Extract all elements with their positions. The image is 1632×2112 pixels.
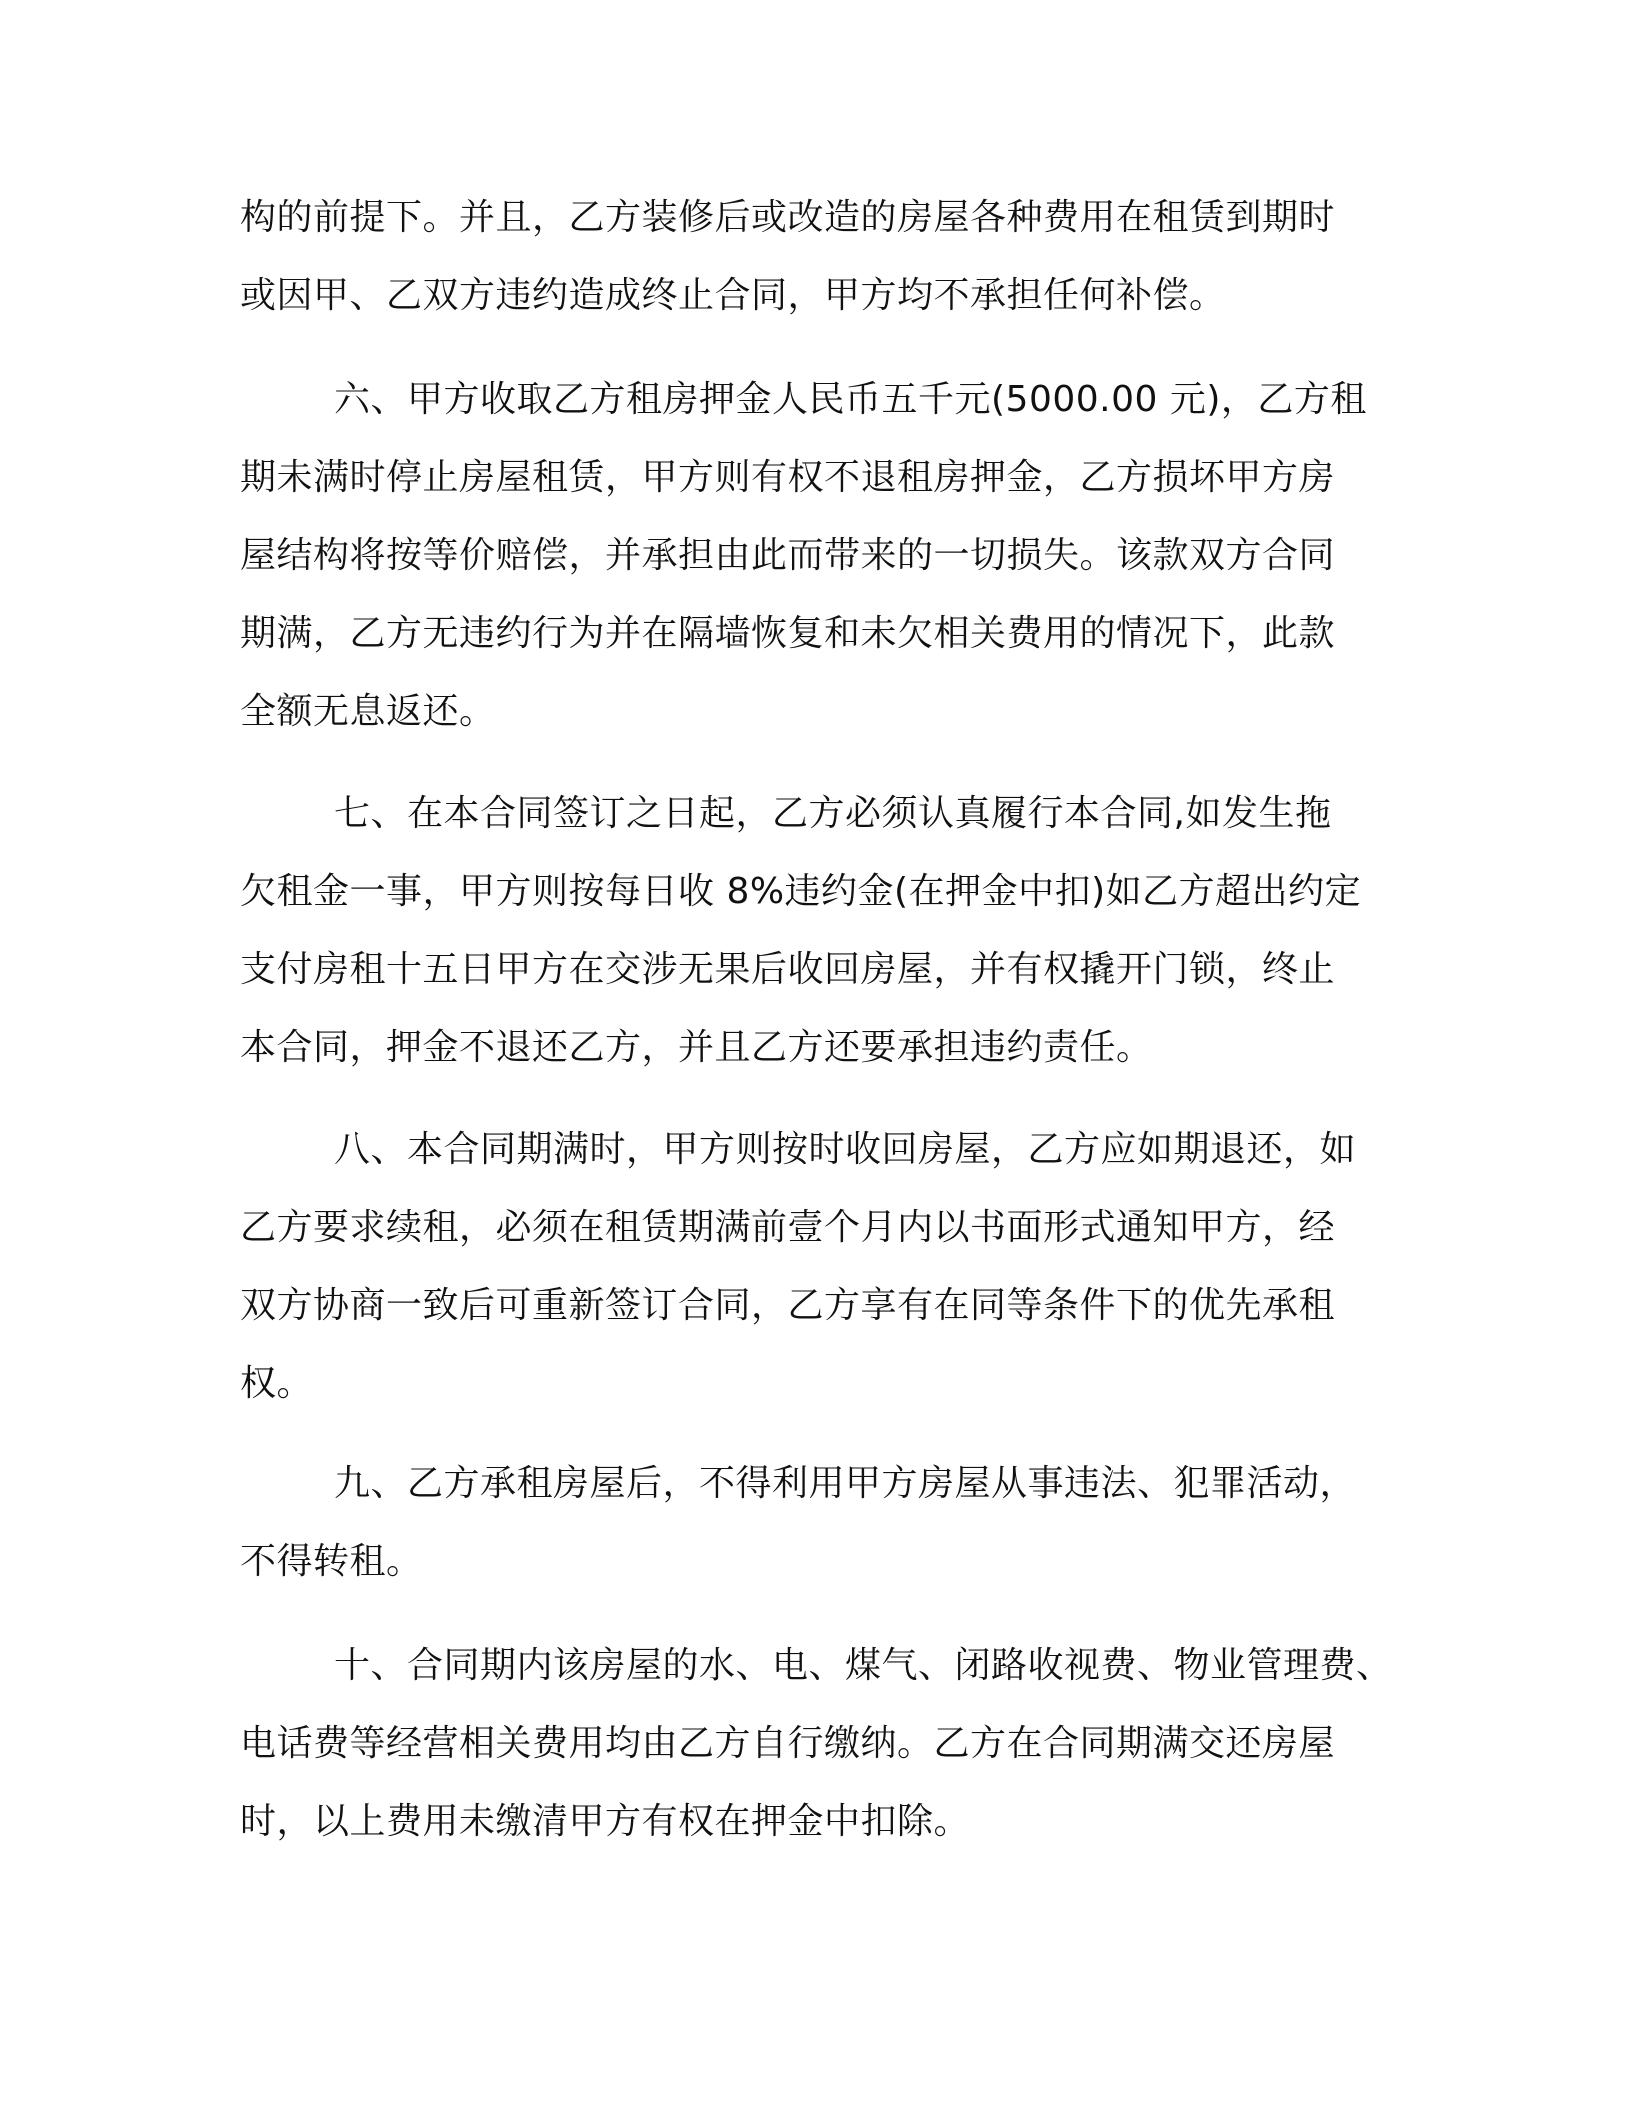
- text-line: 时，以上费用未缴清甲方有权在押金中扣除。: [240, 1801, 971, 1842]
- text-line: 九、乙方承租房屋后，不得利用甲方房屋从事违法、犯罪活动，: [334, 1463, 1357, 1504]
- text-line: 本合同，押金不退还乙方，并且乙方还要承担违约责任。: [240, 1027, 1153, 1068]
- text-line: 八、本合同期满时，甲方则按时收回房屋，乙方应如期退还，如: [334, 1129, 1357, 1170]
- paragraph-clause-10: [240, 1627, 1393, 1861]
- text-line: 电话费等经营相关费用均由乙方自行缴纳。乙方在合同期满交还房屋: [240, 1723, 1336, 1764]
- text-line: 六、甲方收取乙方租房押金人民币五千元(5000.00 元)，乙方租: [334, 379, 1367, 420]
- text-line: 双方协商一致后可重新签订合同，乙方享有在同等条件下的优先承租: [240, 1285, 1336, 1326]
- text-line: 欠租金一事，甲方则按每日收 8%违约金(在押金中扣)如乙方超出约定: [240, 871, 1362, 912]
- text-line: 构的前提下。并且，乙方装修后或改造的房屋各种费用在租赁到期时: [240, 197, 1336, 238]
- paragraph-clause-7: [240, 775, 1390, 1087]
- text-line: 七、在本合同签订之日起，乙方必须认真履行本合同,如发生拖: [334, 793, 1332, 834]
- paragraph-continuation: [240, 179, 1390, 335]
- text-line: 或因甲、乙双方违约造成终止合同，甲方均不承担任何补偿。: [240, 275, 1226, 316]
- text-line: 不得转租。: [240, 1541, 423, 1582]
- text-line: 支付房租十五日甲方在交涉无果后收回房屋，并有权撬开门锁，终止: [240, 949, 1336, 990]
- text-line: 屋结构将按等价赔偿，并承担由此而带来的一切损失。该款双方合同: [240, 535, 1336, 576]
- paragraph-clause-8: [240, 1111, 1390, 1423]
- text-line: 乙方要求续租，必须在租赁期满前壹个月内以书面形式通知甲方，经: [240, 1207, 1336, 1248]
- text-line: 期满，乙方无违约行为并在隔墙恢复和未欠相关费用的情况下，此款: [240, 613, 1336, 654]
- text-line: 权。: [240, 1363, 314, 1404]
- text-line: 十、合同期内该房屋的水、电、煤气、闭路收视费、物业管理费、: [334, 1645, 1393, 1686]
- text-line: 全额无息返还。: [240, 691, 496, 732]
- paragraph-clause-6: [240, 361, 1390, 751]
- text-line: 期未满时停止房屋租赁，甲方则有权不退租房押金，乙方损坏甲方房: [240, 457, 1336, 498]
- paragraph-clause-9: [240, 1445, 1390, 1601]
